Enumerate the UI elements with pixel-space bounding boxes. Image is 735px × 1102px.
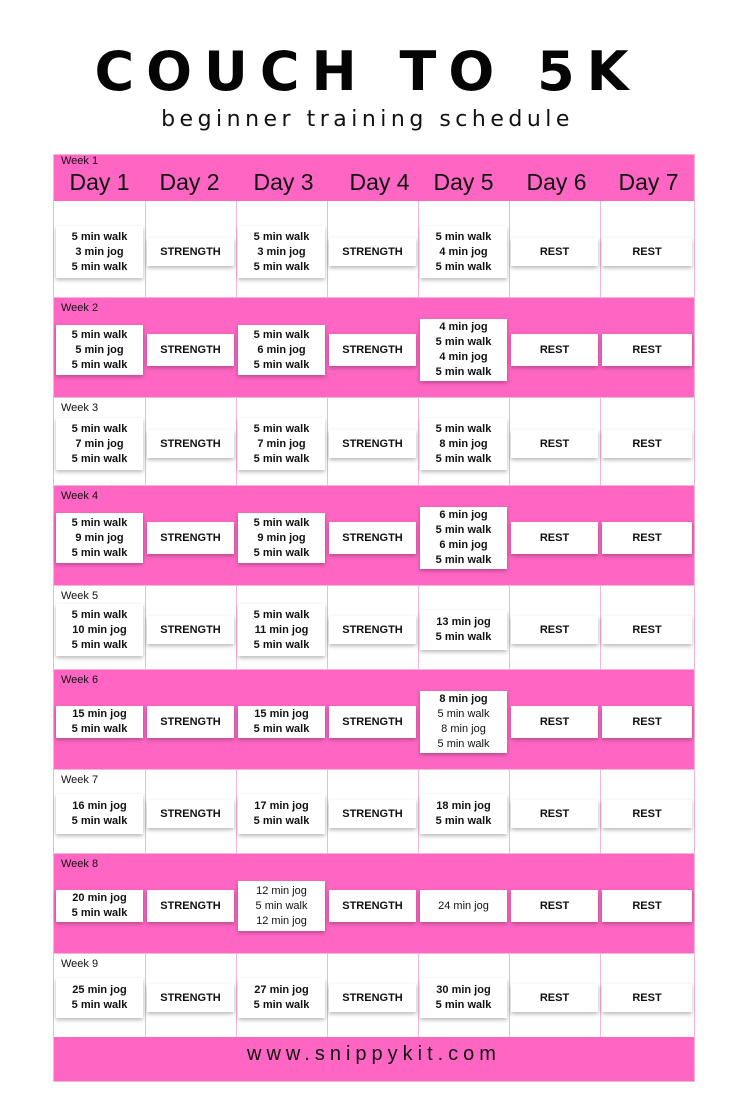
workout-line: 18 min jog — [436, 800, 491, 812]
day-header-1: Day 1 — [69, 169, 130, 195]
strength-cell — [147, 616, 234, 644]
day-header-3: Day 3 — [253, 169, 314, 195]
workout-line: 5 min walk — [253, 608, 310, 621]
workout-line: 5 min walk — [253, 422, 310, 435]
workout-line: 5 min walk — [255, 899, 308, 912]
strength-cell — [147, 430, 234, 458]
workout-cell — [56, 513, 143, 563]
workout-cell — [56, 978, 143, 1018]
workout-cell — [420, 691, 507, 753]
workout-line: 8 min jog — [441, 723, 486, 735]
row-divider — [54, 397, 694, 398]
week-label: Week 2 — [61, 302, 99, 314]
day-header-2: Day 2 — [159, 169, 220, 195]
page-title: COUCH TO 5K — [94, 40, 641, 103]
workout-line: 9 min jog — [257, 531, 306, 544]
rest-cell — [602, 984, 692, 1012]
row-divider — [54, 769, 694, 770]
strength-cell — [147, 334, 234, 366]
workout-line: STRENGTH — [160, 343, 221, 356]
workout-line: 5 min walk — [71, 999, 128, 1011]
workout-line: 5 min walk — [253, 452, 310, 465]
workout-line: REST — [539, 343, 570, 356]
workout-line: 5 min walk — [71, 516, 128, 529]
workout-line: 5 min walk — [253, 230, 310, 243]
workout-line: 5 min walk — [435, 554, 492, 566]
rest-cell — [602, 334, 692, 366]
workout-cell — [56, 325, 143, 375]
strength-cell — [147, 238, 234, 266]
workout-line: 4 min jog — [439, 351, 488, 363]
workout-line: 27 min jog — [254, 984, 309, 996]
workout-line: REST — [539, 245, 570, 258]
strength-cell — [329, 238, 416, 266]
strength-cell — [329, 616, 416, 644]
strength-cell — [147, 522, 234, 554]
workout-line: STRENGTH — [342, 623, 403, 636]
workout-line: STRENGTH — [160, 623, 221, 636]
rest-cell — [602, 800, 692, 828]
workout-line: STRENGTH — [342, 899, 403, 912]
workout-line: 7 min jog — [257, 437, 306, 450]
day-header-7: Day 7 — [618, 169, 679, 195]
workout-line: 13 min jog — [436, 616, 491, 628]
workout-line: 5 min walk — [253, 638, 310, 651]
workout-line: 15 min jog — [72, 708, 127, 720]
workout-line: 16 min jog — [72, 800, 127, 812]
workout-line: 5 min walk — [435, 524, 492, 536]
rest-cell — [511, 430, 598, 458]
workout-cell — [420, 610, 507, 650]
rest-cell — [602, 238, 692, 266]
workout-cell — [56, 604, 143, 656]
strength-cell — [147, 984, 234, 1012]
workout-line: 12 min jog — [256, 884, 307, 897]
workout-line: 5 min walk — [71, 546, 128, 559]
rest-cell — [511, 984, 598, 1012]
workout-line: STRENGTH — [160, 899, 221, 912]
row-divider — [54, 853, 694, 854]
workout-cell — [238, 513, 325, 563]
workout-cell — [238, 418, 325, 470]
workout-line: 30 min jog — [436, 984, 491, 996]
workout-cell — [56, 890, 143, 922]
workout-line: 5 min walk — [253, 723, 310, 735]
workout-line: STRENGTH — [160, 437, 221, 450]
workout-line: 7 min jog — [75, 437, 124, 450]
workout-line: 25 min jog — [72, 984, 127, 996]
workout-line: STRENGTH — [342, 343, 403, 356]
workout-line: REST — [632, 531, 662, 544]
workout-line: 5 min walk — [71, 358, 128, 371]
workout-line: 5 min walk — [435, 422, 492, 435]
workout-line: REST — [632, 899, 662, 912]
workout-line: 5 min walk — [253, 546, 310, 559]
workout-line: 5 min walk — [71, 723, 128, 735]
strength-cell — [329, 984, 416, 1012]
training-schedule-table — [53, 154, 695, 1082]
strength-cell — [147, 706, 234, 738]
workout-line: STRENGTH — [160, 715, 221, 728]
rest-cell — [511, 890, 598, 922]
day-header-6: Day 6 — [526, 169, 587, 195]
workout-line: 5 min walk — [435, 815, 492, 827]
workout-cell — [238, 794, 325, 834]
workout-line: 3 min jog — [257, 245, 306, 258]
workout-line: 5 min walk — [435, 366, 492, 378]
workout-cell — [238, 325, 325, 375]
workout-line: REST — [539, 623, 570, 636]
workout-line: 15 min jog — [254, 708, 309, 720]
row-divider — [54, 485, 694, 486]
rest-cell — [602, 430, 692, 458]
workout-line: 12 min jog — [256, 914, 307, 927]
workout-line: 5 min walk — [71, 452, 128, 465]
workout-line: 5 min walk — [71, 230, 128, 243]
week-label: Week 6 — [61, 674, 99, 686]
week-label: Week 1 — [61, 155, 99, 167]
workout-line: 5 min walk — [253, 999, 310, 1011]
workout-line: STRENGTH — [160, 807, 221, 820]
workout-line: 5 min walk — [253, 260, 310, 273]
workout-line: 5 min walk — [435, 999, 492, 1011]
workout-line: 11 min jog — [254, 623, 309, 636]
workout-cell — [420, 890, 507, 922]
workout-line: 6 min jog — [439, 539, 488, 551]
workout-line: 5 min walk — [253, 516, 310, 529]
week-label: Week 4 — [61, 490, 99, 502]
workout-cell — [420, 226, 507, 278]
workout-line: 24 min jog — [438, 899, 489, 912]
strength-cell — [329, 334, 416, 366]
rest-cell — [602, 706, 692, 738]
workout-line: 5 min walk — [435, 452, 492, 465]
rest-cell — [602, 616, 692, 644]
row-divider — [54, 297, 694, 298]
rest-cell — [602, 522, 692, 554]
workout-line: 5 min walk — [253, 815, 310, 827]
rest-cell — [511, 522, 598, 554]
workout-cell — [420, 418, 507, 470]
workout-line: 17 min jog — [254, 800, 309, 812]
workout-line: REST — [539, 991, 570, 1004]
workout-line: REST — [632, 991, 662, 1004]
workout-line: 5 min walk — [435, 230, 492, 243]
workout-line: REST — [539, 715, 570, 728]
workout-cell — [238, 706, 325, 738]
rest-cell — [511, 238, 598, 266]
day-header-4: Day 4 — [349, 169, 410, 195]
workout-line: 4 min jog — [439, 321, 488, 333]
strength-cell — [329, 706, 416, 738]
workout-line: STRENGTH — [160, 991, 221, 1004]
strength-cell — [147, 800, 234, 828]
workout-line: 5 min walk — [435, 260, 492, 273]
workout-line: 6 min jog — [439, 509, 488, 521]
workout-cell — [56, 418, 143, 470]
strength-cell — [329, 430, 416, 458]
strength-cell — [147, 890, 234, 922]
workout-line: 5 min walk — [437, 708, 490, 720]
workout-cell — [56, 706, 143, 738]
workout-line: 6 min jog — [257, 343, 306, 356]
workout-line: STRENGTH — [342, 807, 403, 820]
workout-line: 5 min walk — [253, 328, 310, 341]
workout-line: REST — [632, 245, 662, 258]
week-label: Week 8 — [61, 858, 99, 870]
week-label: Week 3 — [61, 402, 99, 414]
workout-line: REST — [632, 807, 662, 820]
workout-cell — [420, 507, 507, 569]
workout-cell — [420, 794, 507, 834]
workout-line: 8 min jog — [439, 437, 488, 450]
workout-cell — [238, 978, 325, 1018]
workout-line: 10 min jog — [72, 623, 127, 636]
workout-line: STRENGTH — [160, 531, 221, 544]
workout-line: 5 min walk — [71, 328, 128, 341]
workout-line: 5 min walk — [71, 638, 128, 651]
workout-line: 9 min jog — [75, 531, 124, 544]
row-divider — [54, 585, 694, 586]
rest-cell — [511, 800, 598, 828]
workout-line: 5 min walk — [437, 738, 490, 750]
rest-cell — [511, 334, 598, 366]
week-label: Week 5 — [61, 590, 99, 602]
rest-cell — [511, 616, 598, 644]
row-divider — [54, 669, 694, 670]
workout-line: STRENGTH — [342, 245, 403, 258]
workout-line: STRENGTH — [342, 991, 403, 1004]
workout-line: 5 min walk — [71, 608, 128, 621]
workout-cell — [56, 226, 143, 278]
workout-line: 4 min jog — [439, 245, 488, 258]
workout-cell — [420, 319, 507, 381]
workout-line: REST — [539, 437, 570, 450]
strength-cell — [329, 522, 416, 554]
workout-cell — [238, 881, 325, 931]
rest-cell — [511, 706, 598, 738]
workout-line: 5 min jog — [75, 343, 124, 356]
workout-line: 20 min jog — [72, 892, 127, 904]
workout-line: 5 min walk — [71, 907, 128, 919]
week-label: Week 9 — [61, 958, 99, 970]
workout-cell — [420, 978, 507, 1018]
workout-cell — [56, 794, 143, 834]
page-subtitle: beginner training schedule — [161, 107, 574, 132]
footer-website: www.snippykit.com — [247, 1043, 501, 1065]
workout-line: 5 min walk — [71, 422, 128, 435]
workout-line: STRENGTH — [342, 531, 403, 544]
workout-line: STRENGTH — [342, 715, 403, 728]
row-divider — [54, 953, 694, 954]
workout-line: REST — [632, 437, 662, 450]
workout-line: REST — [539, 899, 570, 912]
week-label: Week 7 — [61, 774, 99, 786]
workout-line: 8 min jog — [439, 693, 488, 705]
workout-line: REST — [632, 715, 662, 728]
workout-line: REST — [632, 343, 662, 356]
workout-line: 5 min walk — [71, 815, 128, 827]
workout-line: 5 min walk — [435, 631, 492, 643]
workout-cell — [238, 226, 325, 278]
day-header-row — [54, 155, 694, 201]
workout-line: 5 min walk — [435, 336, 492, 348]
workout-cell — [238, 604, 325, 656]
strength-cell — [329, 890, 416, 922]
rest-cell — [602, 890, 692, 922]
workout-line: 5 min walk — [253, 358, 310, 371]
workout-line: REST — [539, 807, 570, 820]
strength-cell — [329, 800, 416, 828]
workout-line: 3 min jog — [75, 245, 124, 258]
day-header-5: Day 5 — [433, 169, 494, 195]
workout-line: STRENGTH — [342, 437, 403, 450]
workout-line: STRENGTH — [160, 245, 221, 258]
workout-line: 5 min walk — [71, 260, 128, 273]
workout-line: REST — [632, 623, 662, 636]
workout-line: REST — [539, 531, 570, 544]
